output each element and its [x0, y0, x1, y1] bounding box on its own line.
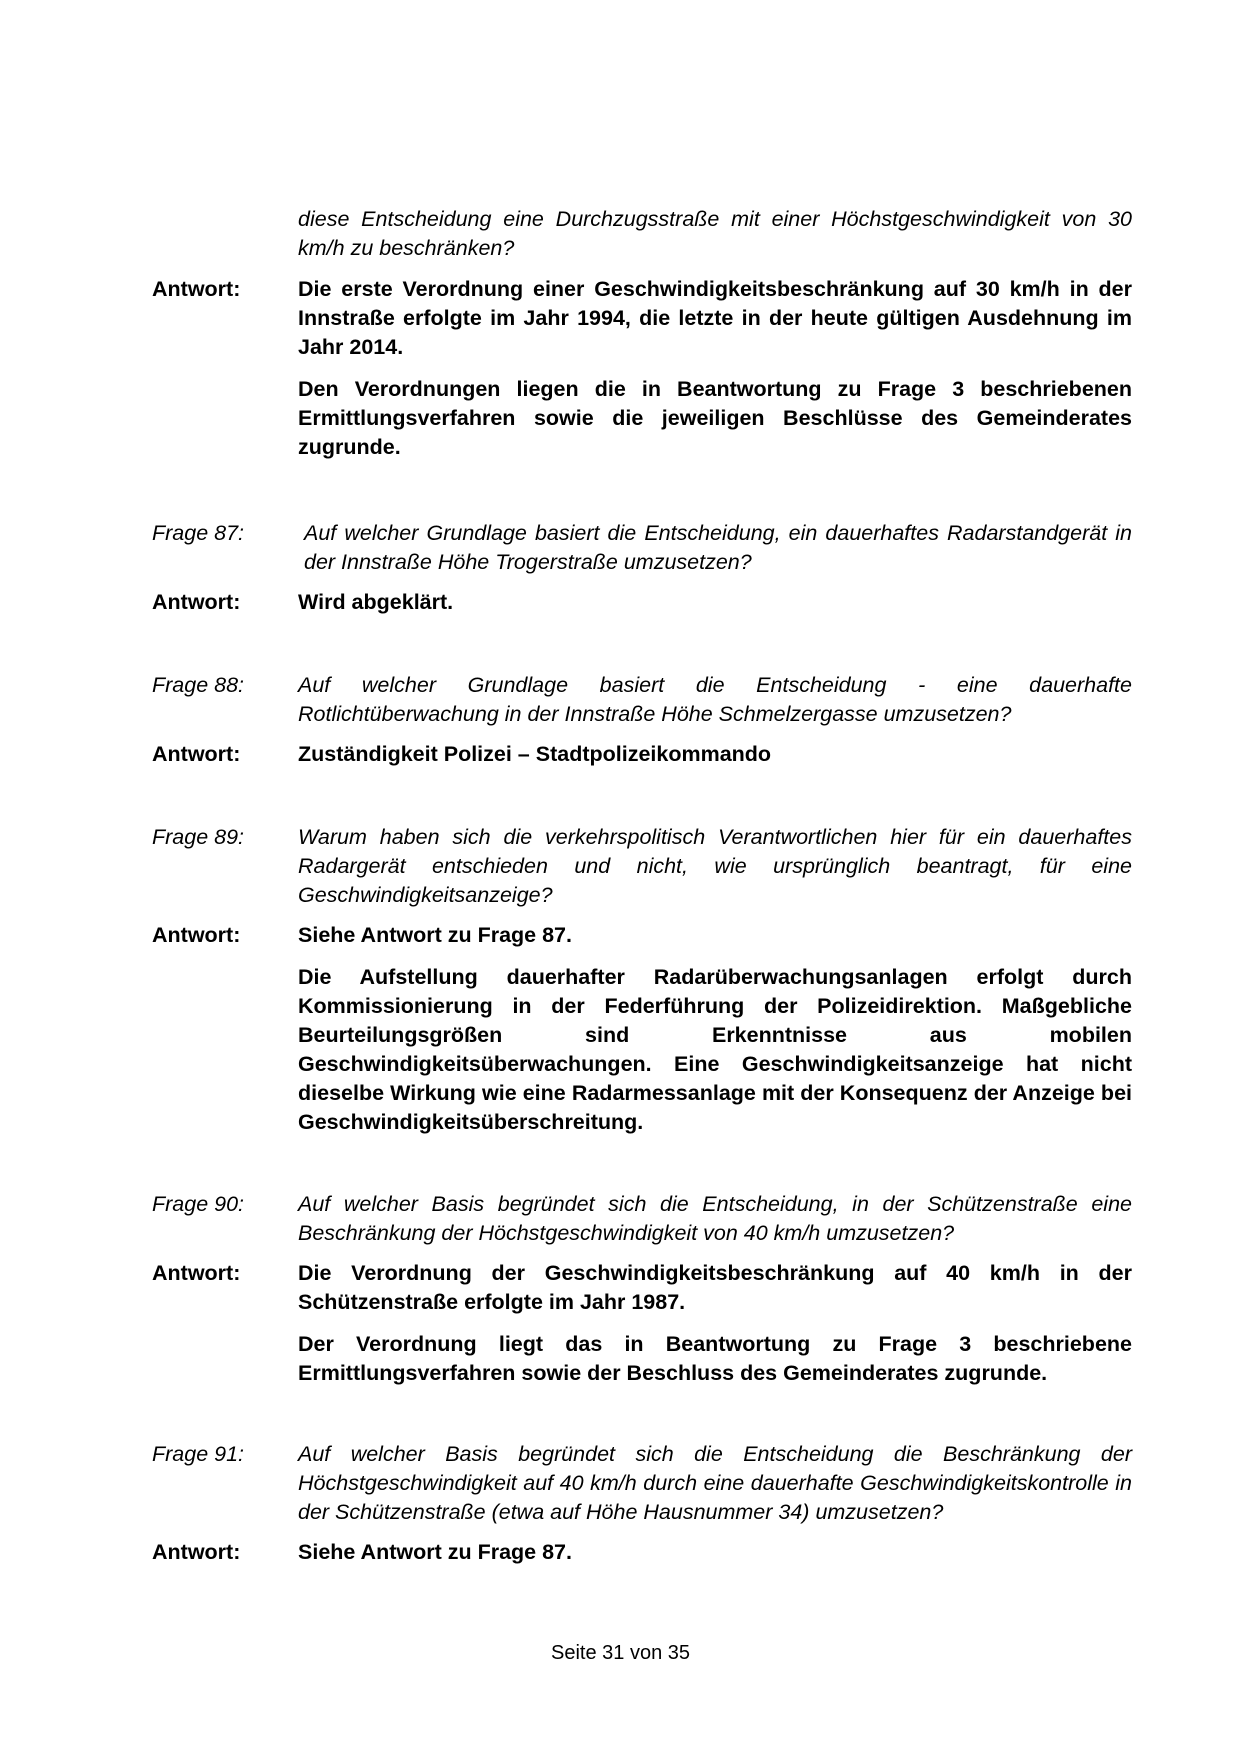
answer-block-89 [152, 921, 1132, 1137]
intro-question-text: diese Entscheidung eine Durchzugsstraße mit einer Höchstgeschwindigkeit von 30 km/h zu beschränken? [298, 207, 1132, 260]
answer-paragraph: Den Verordnungen liegen die in Beantwortung zu Frage 3 beschriebenen Ermittlungsverfahren sowie die jeweiligen Beschlüsse des Gemeinderates zugrunde. [298, 377, 1132, 459]
intro-question-block [152, 205, 1132, 263]
answer-label: Antwort: [152, 1261, 241, 1285]
answer-content [298, 921, 1132, 1137]
question-label: Frage 90: [152, 1192, 245, 1216]
answer-label: Antwort: [152, 1540, 241, 1564]
answer-content [298, 740, 1132, 769]
question-text: Auf welcher Basis begründet sich die Entscheidung die Beschränkung der Höchstgeschwindigkeit auf 40 km/h durch eine dauerhafte Geschwindigkeitskontrolle in der Schützenstraße (etwa auf Höhe Hausnummer 34) umzusetzen? [298, 1442, 1132, 1524]
answer-block-87 [152, 588, 1132, 617]
answer-label: Antwort: [152, 923, 241, 947]
answer-paragraph: Der Verordnung liegt das in Beantwortung zu Frage 3 beschriebene Ermittlungsverfahren sowie der Beschluss des Gemeinderates zugrunde. [298, 1332, 1132, 1385]
answer-content [298, 588, 1132, 617]
answer-block-90 [152, 1259, 1132, 1388]
answer-paragraph: Zuständigkeit Polizei – Stadtpolizeikommando [298, 742, 772, 766]
answer-content [298, 1259, 1132, 1388]
question-label: Frage 88: [152, 673, 245, 697]
question-block-91 [152, 1440, 1132, 1527]
page-number: Seite 31 von 35 [551, 1642, 690, 1664]
answer-block-88 [152, 740, 1132, 769]
answer-paragraph: Wird abgeklärt. [298, 590, 454, 614]
question-block-88 [152, 671, 1132, 729]
answer-content [298, 275, 1132, 462]
answer-label: Antwort: [152, 277, 241, 301]
question-block-87 [152, 519, 1132, 577]
question-block-90 [152, 1190, 1132, 1248]
question-text: Auf welcher Basis begründet sich die Entscheidung, in der Schützenstraße eine Beschränkung der Höchstgeschwindigkeit von 40 km/h umzusetzen? [298, 1192, 1132, 1245]
question-block-89 [152, 823, 1132, 910]
question-label: Frage 91: [152, 1442, 245, 1466]
question-label: Frage 89: [152, 825, 245, 849]
intro-answer-block [152, 275, 1132, 462]
answer-label: Antwort: [152, 590, 241, 614]
answer-paragraph: Die Aufstellung dauerhafter Radarüberwachungsanlagen erfolgt durch Kommissionierung in der Federführung der Polizeidirektion. Maßgebliche Beurteilungsgrößen sind Erkenntnisse aus mobilen Geschwindigkeitsüberwachungen. Eine Geschwindigkeitsanzeige hat nicht dieselbe Wirkung wie eine Radarmessanlage mit der Konsequenz der Anzeige bei Geschwindigkeitsüberschreitung. [298, 965, 1132, 1134]
question-label: Frage 87: [152, 521, 245, 545]
answer-content [298, 1538, 1132, 1567]
question-text: Auf welcher Grundlage basiert die Entscheidung, ein dauerhaftes Radarstandgerät in der Innstraße Höhe Trogerstraße umzusetzen? [304, 521, 1132, 574]
answer-block-91 [152, 1538, 1132, 1567]
answer-paragraph: Die Verordnung der Geschwindigkeitsbeschränkung auf 40 km/h in der Schützenstraße erfolgte im Jahr 1987. [298, 1261, 1132, 1314]
answer-paragraph: Siehe Antwort zu Frage 87. [298, 1540, 572, 1564]
question-text: Warum haben sich die verkehrspolitisch Verantwortlichen hier für ein dauerhaftes Radargerät entschieden und nicht, wie ursprünglich beantragt, für eine Geschwindigkeitsanzeige? [298, 825, 1132, 907]
answer-paragraph: Siehe Antwort zu Frage 87. [298, 923, 572, 947]
answer-label: Antwort: [152, 742, 241, 766]
question-text: Auf welcher Grundlage basiert die Entscheidung - eine dauerhafte Rotlichtüberwachung in der Innstraße Höhe Schmelzergasse umzusetzen? [298, 673, 1132, 726]
answer-paragraph: Die erste Verordnung einer Geschwindigkeitsbeschränkung auf 30 km/h in der Innstraße erfolgte im Jahr 1994, die letzte in der heute gültigen Ausdehnung im Jahr 2014. [298, 277, 1132, 359]
